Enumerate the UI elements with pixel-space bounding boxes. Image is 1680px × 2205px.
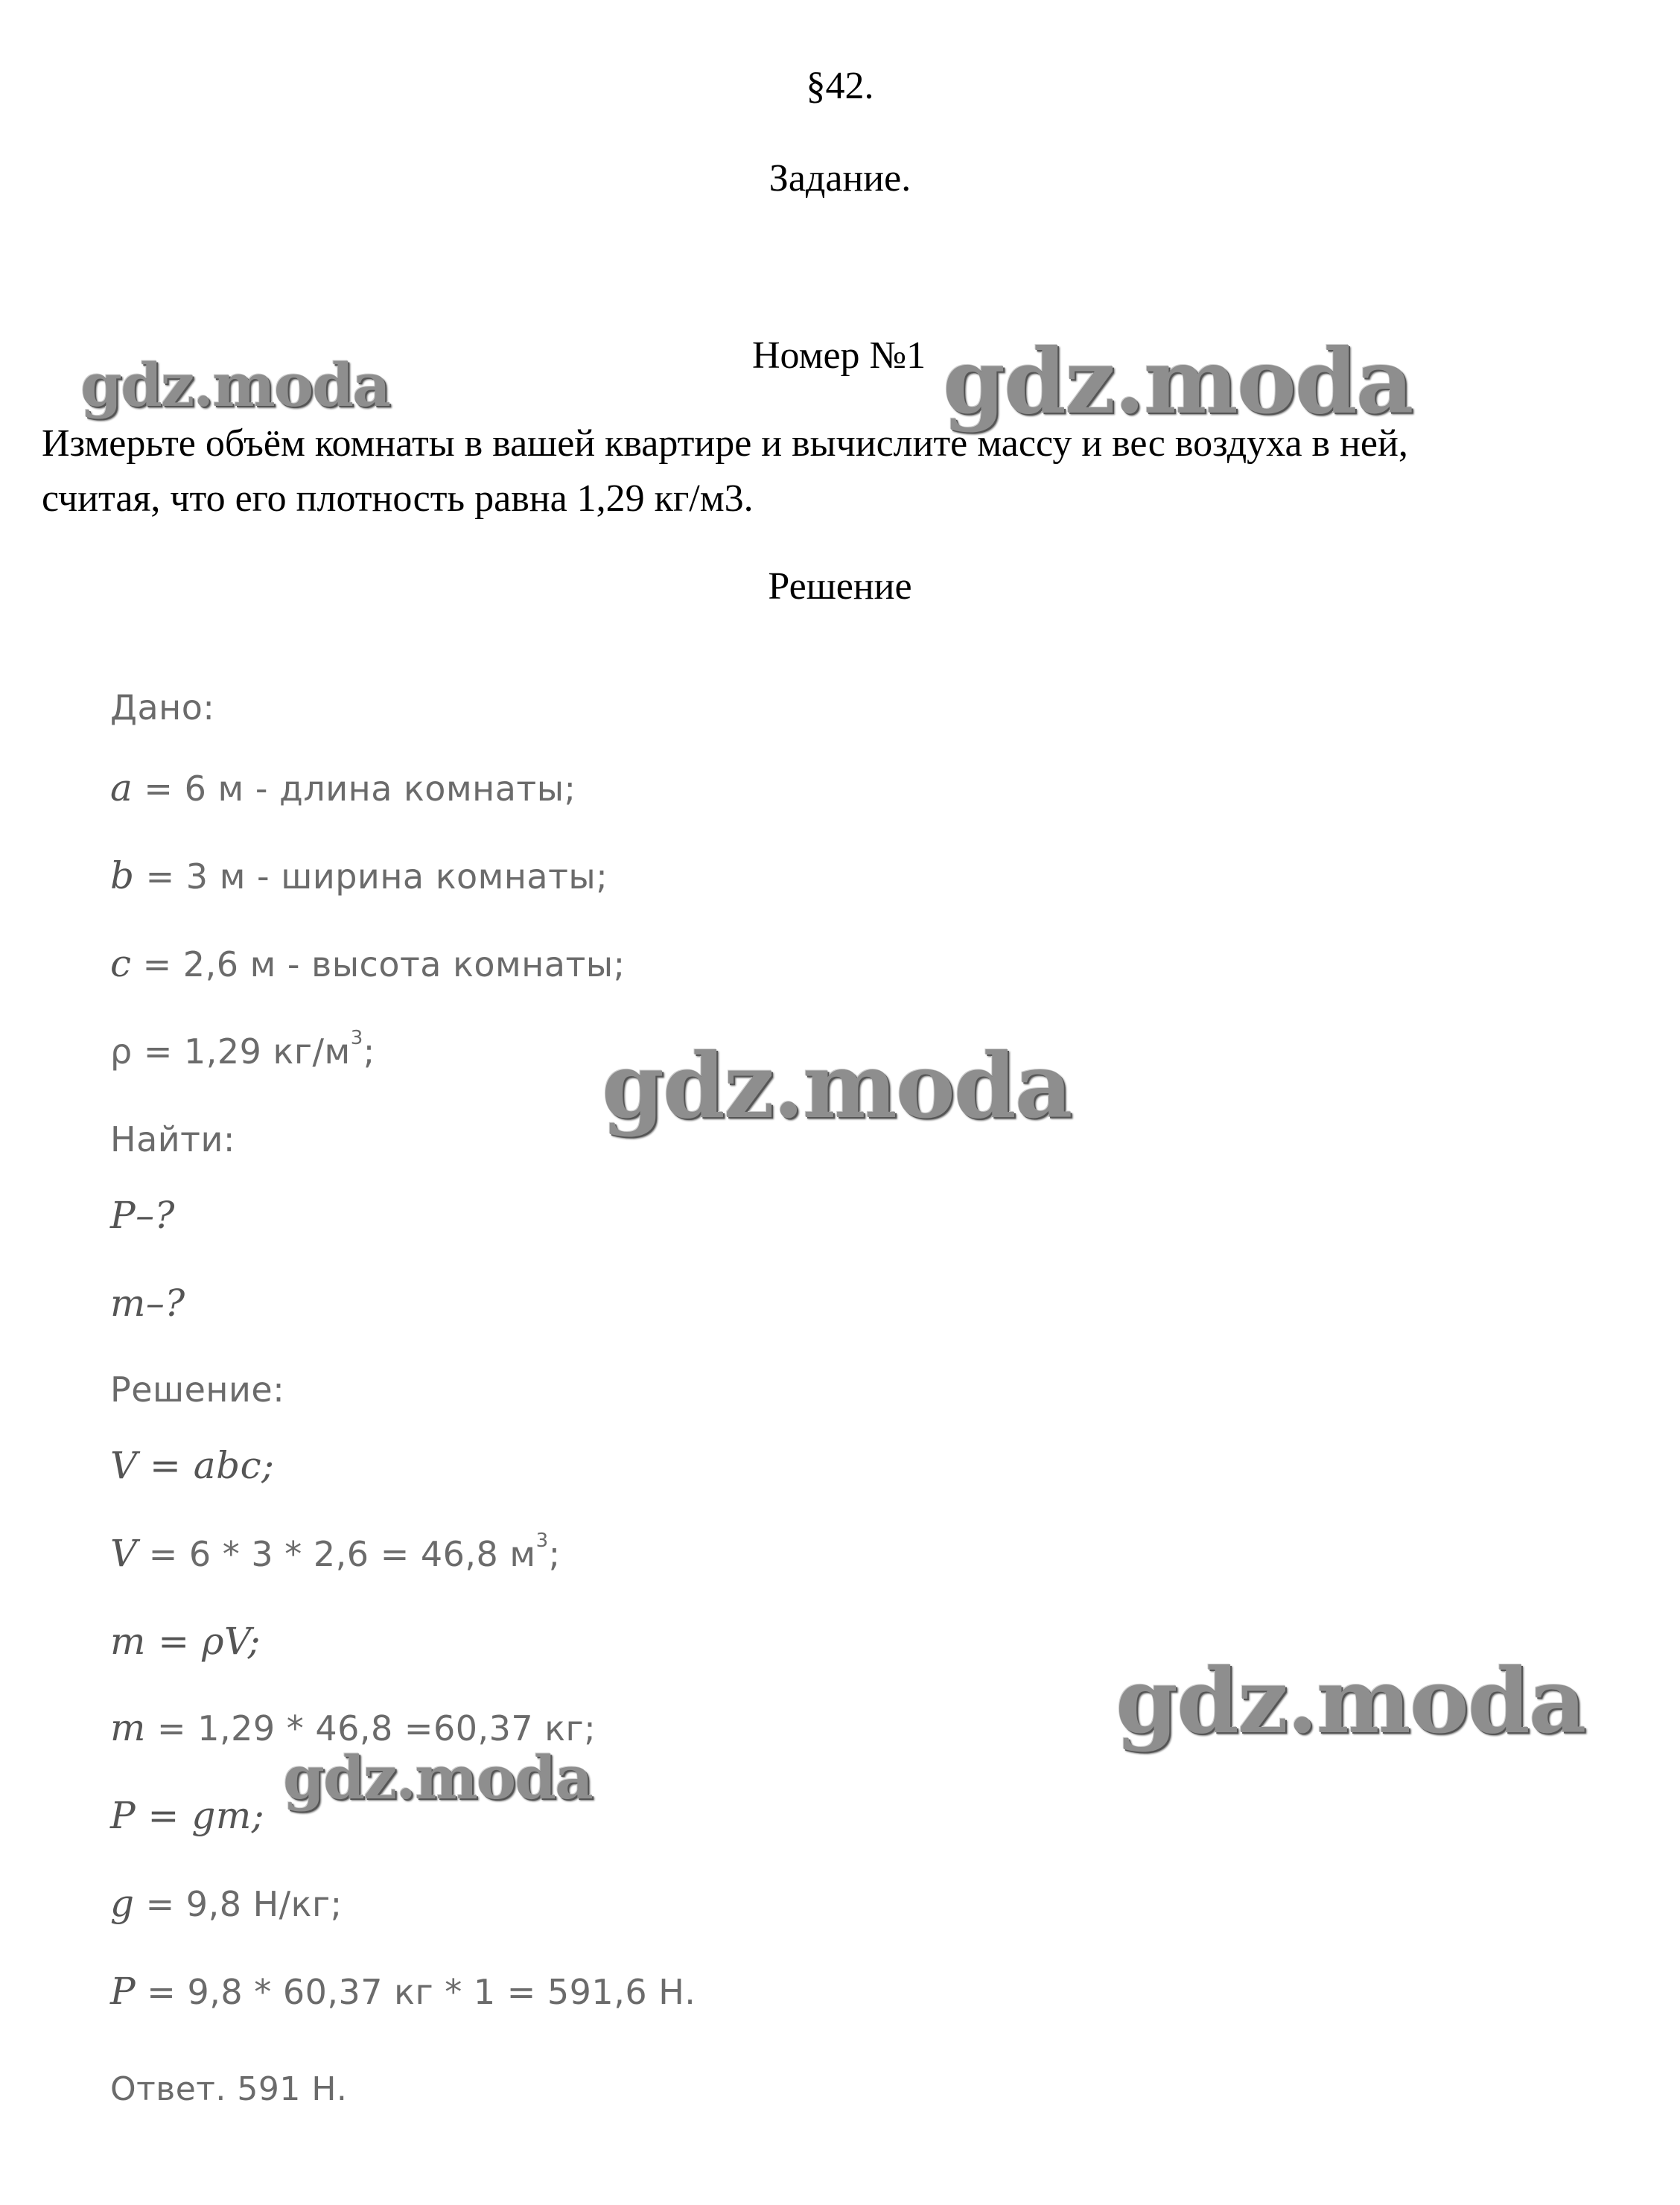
weight-var: P [110, 1970, 136, 2013]
paragraph-number: §42. [806, 65, 874, 107]
find-heading: Найти: [110, 1119, 235, 1159]
find-m-text: m–? [110, 1282, 185, 1325]
weight-calc [110, 1970, 696, 2013]
given-a-text: = 6 м - длина комнаты; [133, 769, 576, 809]
mass-formula [110, 1620, 261, 1663]
task-label: Задание. [769, 157, 911, 200]
volume-calc-end: ; [548, 1534, 561, 1574]
problem-text-line1: Измерьте объём комнаты в вашей квартире и вычислите массу и вес воздуха в ней, [42, 422, 1408, 465]
mass-var: m [110, 1706, 146, 1749]
watermark-logo: gdz.moda [943, 329, 1413, 434]
volume-calc-text: = 6 * 3 * 2,6 = 46,8 м [137, 1534, 536, 1574]
given-b [110, 855, 608, 897]
mass-calc-text: = 1,29 * 46,8 =60,37 кг; [145, 1708, 596, 1749]
problem-number: Номер №1 [752, 334, 926, 377]
var-a: a [110, 766, 133, 809]
weight-calc-text: = 9,8 * 60,37 кг * 1 = 591,6 Н. [136, 1972, 696, 2012]
volume-exponent: 3 [535, 1530, 549, 1552]
problem-text-line2: считая, что его плотность равна 1,29 кг/м3. [42, 477, 754, 520]
volume-formula-text: V = abc; [110, 1444, 275, 1487]
answer: Ответ. 591 Н. [110, 2070, 348, 2108]
var-b: b [110, 854, 135, 897]
rho-end: ; [363, 1031, 375, 1072]
gravity-var: g [110, 1882, 135, 1925]
rho-exponent: 3 [350, 1027, 363, 1049]
watermark-logo: gdz.moda [1116, 1649, 1585, 1754]
weight-formula-text: P = gm; [110, 1794, 265, 1837]
given-a [110, 767, 576, 809]
given-heading: Дано: [110, 687, 215, 728]
watermark-logo: gdz.moda [80, 350, 389, 420]
weight-formula [110, 1795, 264, 1837]
gravity-value [110, 1883, 343, 1925]
find-m [110, 1282, 185, 1325]
solution-title: Решение [768, 565, 912, 608]
volume-formula [110, 1445, 274, 1487]
watermark-logo: gdz.moda [283, 1743, 592, 1813]
given-b-text: = 3 м - ширина комнаты; [134, 856, 608, 897]
find-p [110, 1194, 175, 1237]
watermark-logo: gdz.moda [602, 1034, 1072, 1139]
var-c: c [110, 942, 132, 985]
rho-text: ρ = 1,29 кг/м [110, 1031, 351, 1072]
volume-var: V [110, 1532, 138, 1575]
gravity-value-text: = 9,8 Н/кг; [134, 1884, 343, 1924]
given-c-text: = 2,6 м - высота комнаты; [131, 944, 626, 984]
mass-formula-text: m = ρV; [110, 1620, 261, 1663]
volume-calc [110, 1530, 561, 1575]
find-p-text: P–? [110, 1194, 175, 1237]
solve-heading: Решение: [110, 1369, 285, 1410]
given-c [110, 943, 626, 985]
given-rho [110, 1027, 375, 1072]
